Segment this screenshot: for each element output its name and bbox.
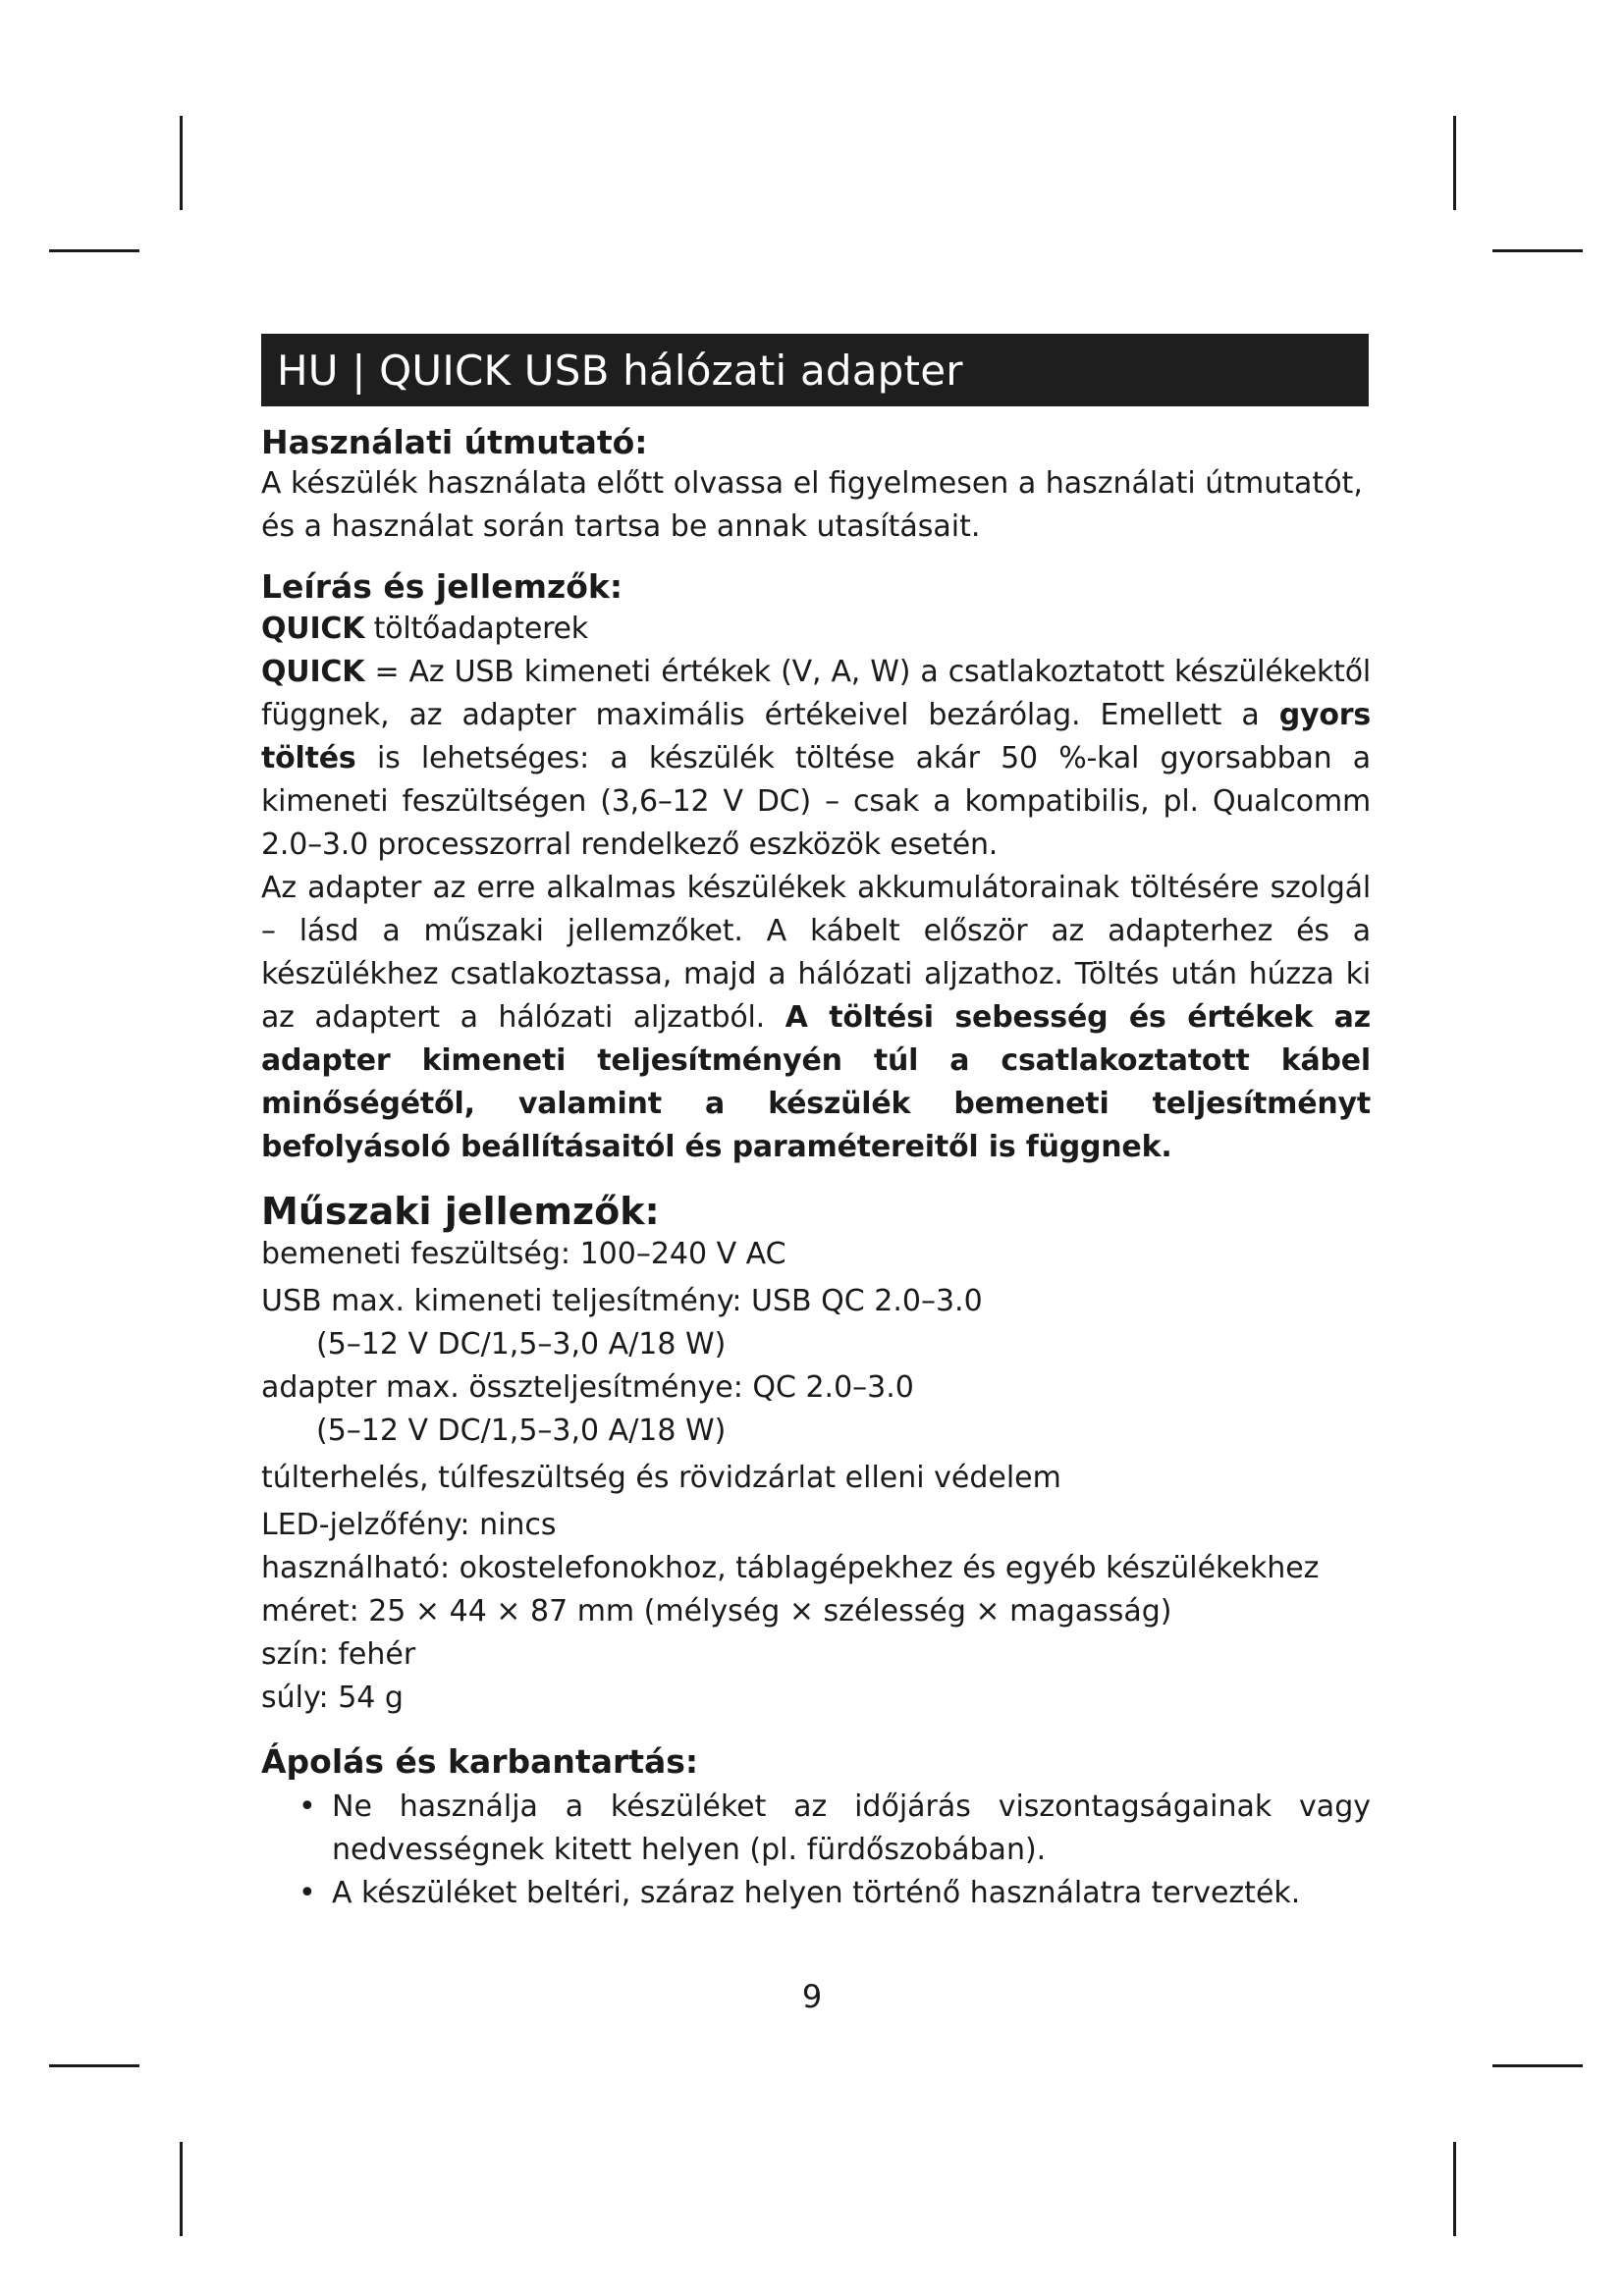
spec-line: túlterhelés, túlfeszültség és rövidzárlat elleni védelem xyxy=(261,1461,1061,1496)
crop-mark-bottom-right-horizontal xyxy=(1492,2064,1583,2067)
crop-mark-top-left-horizontal xyxy=(49,249,139,252)
crop-mark-top-left-vertical xyxy=(180,116,183,210)
care-item-text: A készüléket beltéri, száraz helyen történő használatra tervezték. xyxy=(332,1876,1301,1911)
specs-list xyxy=(261,1233,1371,1720)
spec-line: bemeneti feszültség: 100–240 V AC xyxy=(261,1237,786,1272)
crop-mark-bottom-left-horizontal xyxy=(49,2064,139,2067)
bullet: • xyxy=(298,1789,316,1825)
page-title: HU | QUICK USB hálózati adapter xyxy=(277,346,963,395)
specs-heading: Műszaki jellemzők: xyxy=(261,1189,660,1233)
usage-line: és a használat során tartsa be annak utasításait. xyxy=(261,509,981,545)
quick-label: QUICK xyxy=(261,654,365,689)
spec-line: méret: 25 × 44 × 87 mm (mélység × szélesség × magasság) xyxy=(261,1594,1172,1629)
list-item xyxy=(261,1786,1371,1872)
description-bold-text: A töltési sebesség és értékek az adapter kimeneti teljesítményén túl a csatlakoztatott kábel minőségétől, valamint a készülék bemeneti teljesítményt befolyásoló beállításaitól és paramétereitől is függnek. xyxy=(261,999,1371,1164)
spec-line: adapter max. összteljesítménye: QC 2.0–3.0 xyxy=(261,1370,914,1406)
spec-line: (5–12 V DC/1,5–3,0 A/18 W) xyxy=(316,1414,727,1449)
care-list xyxy=(261,1786,1371,1915)
care-heading: Ápolás és karbantartás: xyxy=(261,1742,699,1782)
spec-line: súly: 54 g xyxy=(261,1681,404,1716)
quick-subtitle-text: töltőadapterek xyxy=(364,611,588,646)
description-text: Az adapter az erre alkalmas készülékek akkumulátorainak töltésére szolgál – lásd a műszaki jellemzőket. A kábelt először az adapterhez és a készülékhez csatlakoztassa, majd a hálózati aljzathoz. Töltés után húzza ki az adaptert a hálózati aljzatból. xyxy=(261,870,1371,1035)
usage-text xyxy=(261,462,1371,549)
description-paragraph-2 xyxy=(261,867,1371,1169)
crop-mark-bottom-right-vertical xyxy=(1453,2142,1456,2236)
spec-line: szín: fehér xyxy=(261,1637,416,1673)
title-bar xyxy=(261,334,1369,406)
spec-line: USB max. kimeneti teljesítmény: USB QC 2.0–3.0 xyxy=(261,1284,983,1319)
spec-line: használható: okostelefonokhoz, táblagépekhez és egyéb készülékekhez xyxy=(261,1551,1320,1586)
spec-line: LED-jelzőfény: nincs xyxy=(261,1508,557,1543)
description-bold-text: gyors töltés xyxy=(261,697,1371,775)
description-paragraph-1 xyxy=(261,651,1371,867)
bullet: • xyxy=(298,1876,316,1911)
usage-heading: Használati útmutató: xyxy=(261,423,648,461)
description-heading: Leírás és jellemzők: xyxy=(261,567,623,607)
care-item-text: Ne használja a készüléket az időjárás viszontagságainak vagy nedvességnek kitett helyen (pl. fürdőszobában). xyxy=(332,1789,1371,1868)
description-text: is lehetséges: a készülék töltése akár 50 %-kal gyorsabban a kimeneti feszültségen (3,6–12 V DC) – csak a kompatibilis, pl. Qualcomm 2.0–3.0 processzorral rendelkező eszközök esetén. xyxy=(261,740,1371,862)
crop-mark-top-right-vertical xyxy=(1453,116,1456,210)
quick-label: QUICK xyxy=(261,611,365,646)
page-number: 9 xyxy=(801,1978,823,2015)
list-item xyxy=(261,1872,1371,1915)
page-content xyxy=(261,334,1371,1915)
crop-mark-bottom-left-vertical xyxy=(180,2142,183,2236)
quick-subtitle xyxy=(261,608,1371,651)
usage-line: A készülék használata előtt olvassa el figyelmesen a használati útmutatót, xyxy=(261,466,1363,502)
description-text: = Az USB kimeneti értékek (V, A, W) a csatlakoztatott készülékektől függnek, az adapter maximális értékeivel bezárólag. Emellett a xyxy=(261,654,1371,732)
spec-line: (5–12 V DC/1,5–3,0 A/18 W) xyxy=(316,1327,727,1362)
crop-mark-top-right-horizontal xyxy=(1492,249,1583,252)
